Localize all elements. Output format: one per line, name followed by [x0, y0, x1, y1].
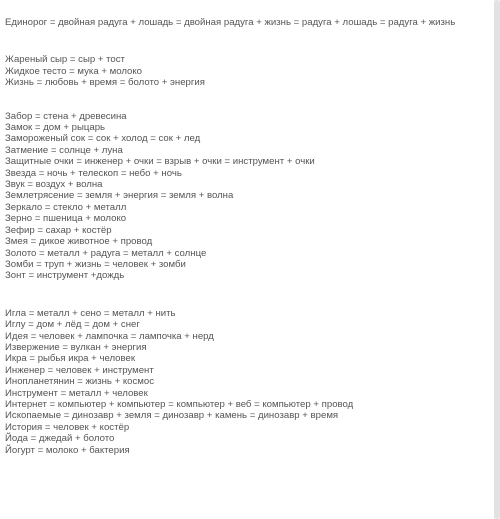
text-line: Единорог = двойная радуга + лошадь = двойная радуга + жизнь = радуга + лошадь = радуга + жизнь: [5, 17, 456, 28]
text-line: Звук = воздух + волна: [5, 179, 103, 191]
text-line: Йогурт = молоко + бактерия: [5, 444, 130, 456]
text-line: Игла = металл + сено = металл + нить: [5, 307, 176, 319]
text-line: Землетрясение = земля + энергия = земля + волна: [5, 190, 234, 202]
text-line: Инженер = человек + инструмент: [5, 364, 154, 376]
text-line: Забор = стена + древесина: [5, 110, 127, 122]
text-line: Инструмент = металл + человек: [5, 387, 148, 399]
text-line: Замороженый сок = сок + холод = сок + лед: [5, 133, 201, 145]
section-spacer: [5, 282, 490, 308]
scrollbar-track[interactable]: [494, 0, 500, 519]
section-zh: [5, 54, 490, 88]
text-line: Зерно = пшеница + молоко: [5, 213, 127, 225]
section-z: [5, 111, 490, 282]
text-line: Икра = рыбья икра + человек: [5, 353, 136, 365]
text-line: Жизнь = любовь + время = болото + энергия: [5, 77, 205, 89]
text-line: Замок = дом + рыцарь: [5, 122, 106, 134]
text-line: Инопланетянин = жизнь + космос: [5, 376, 155, 388]
text-line: Интернет = компьютер + компьютер = компьютер + веб = компьютер + провод: [5, 398, 354, 410]
section-spacer: [5, 28, 490, 54]
text-line: Золото = металл + радуга = металл + солнце: [5, 247, 207, 259]
section-u: [5, 17, 490, 28]
text-line: Ископаемые = динозавр + земля = динозавр + камень = динозавр + время: [5, 410, 339, 422]
text-line: Извержение = вулкан + энергия: [5, 341, 147, 353]
text-line: Звезда = ночь + телескоп = небо + ночь: [5, 167, 182, 179]
section-i: [5, 308, 490, 456]
text-line: История = человек + костёр: [5, 421, 130, 433]
text-line: Змея = дикое животное + провод: [5, 236, 153, 248]
section-spacer: [5, 89, 490, 111]
text-line: Зомби = труп + жизнь = человек + зомби: [5, 258, 186, 270]
text-line: Защитные очки = инженер + очки = взрыв + очки = инструмент + очки: [5, 156, 315, 168]
text-line: Зонт = инструмент +дождь: [5, 270, 125, 282]
text-line: Зефир = сахар + костёр: [5, 224, 112, 236]
document-content: [5, 17, 490, 456]
text-line: Затмение = солнце + луна: [5, 144, 123, 156]
text-line: Идея = человек + лампочка = лампочка + нерд: [5, 330, 214, 342]
text-line: Иглу = дом + лёд = дом + снег: [5, 319, 140, 331]
text-line: Зеркало = стекло + металл: [5, 201, 127, 213]
text-line: Жидкое тесто = мука + молоко: [5, 65, 143, 77]
text-line: Йода = джедай + болото: [5, 433, 115, 445]
text-line: Жареный сыр = сыр + тост: [5, 54, 125, 66]
scrollbar-thumb[interactable]: [494, 0, 500, 519]
